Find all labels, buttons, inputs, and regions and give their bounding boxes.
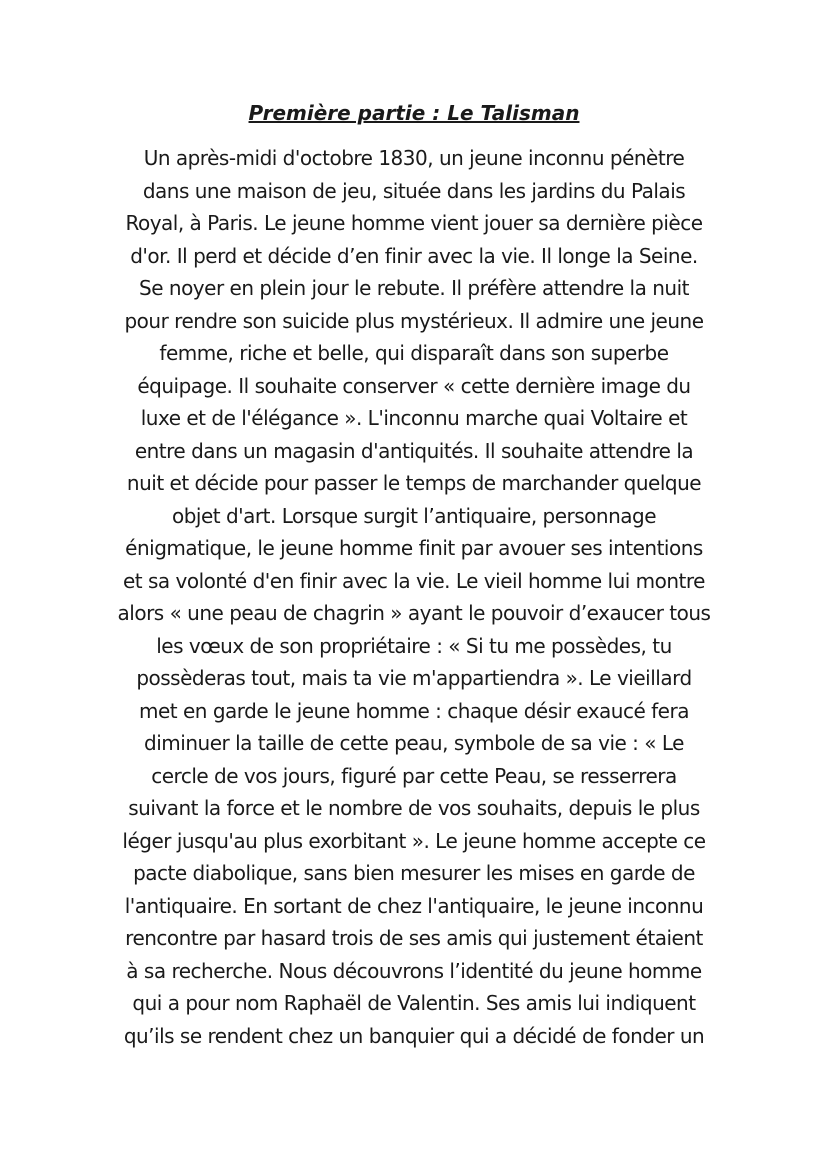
paragraph-line: l'antiquaire. En sortant de chez l'antiquaire, le jeune inconnu: [124, 893, 704, 918]
paragraph-line: les vœux de son propriétaire : « Si tu me possèdes, tu: [156, 633, 672, 658]
paragraph-line: entre dans un magasin d'antiquités. Il souhaite attendre la: [134, 438, 694, 463]
paragraph-line: dans une maison de jeu, située dans les jardins du Palais: [142, 178, 686, 203]
paragraph-line: qui a pour nom Raphaël de Valentin. Ses amis lui indiquent: [132, 991, 696, 1015]
body-paragraph: [80, 142, 748, 1052]
paragraph-line: qu’ils se rendent chez un banquier qui a décidé de fonder un: [123, 1023, 705, 1048]
paragraph-line: pour rendre son suicide plus mystérieux. Il admire une jeune: [124, 308, 704, 333]
paragraph-line: Royal, à Paris. Le jeune homme vient jouer sa dernière pièce: [125, 211, 703, 235]
paragraph-line: objet d'art. Lorsque surgit l’antiquaire, personnage: [171, 503, 657, 528]
paragraph-line: d'or. Il perd et décide d’en finir avec la vie. Il longe la Seine.: [130, 243, 698, 268]
paragraph-line: diminuer la taille de cette peau, symbole de sa vie : « Le: [144, 731, 684, 755]
paragraph-line: nuit et décide pour passer le temps de marchander quelque: [126, 471, 702, 495]
paragraph-line: cercle de vos jours, figuré par cette Peau, se resserrera: [151, 763, 677, 788]
paragraph-line: Se noyer en plein jour le rebute. Il préfère attendre la nuit: [139, 276, 689, 300]
paragraph-line: à sa recherche. Nous découvrons l’identité du jeune homme: [126, 958, 702, 983]
section-title: Première partie : Le Talisman: [248, 101, 580, 125]
paragraph-line: met en garde le jeune homme : chaque désir exaucé fera: [139, 698, 689, 723]
paragraph-line: équipage. Il souhaite conserver « cette dernière image du: [137, 373, 691, 398]
paragraph-line: rencontre par hasard trois de ses amis qui justement étaient: [125, 926, 703, 950]
paragraph-line: alors « une peau de chagrin » ayant le pouvoir d’exaucer tous: [117, 601, 711, 625]
paragraph-line: énigmatique, le jeune homme finit par avouer ses intentions: [125, 536, 703, 560]
paragraph-line: Un après-midi d'octobre 1830, un jeune inconnu pénètre: [143, 146, 685, 170]
paragraph-line: luxe et de l'élégance ». L'inconnu marche quai Voltaire et: [140, 406, 688, 430]
paragraph-line: suivant la force et le nombre de vos souhaits, depuis le plus: [128, 796, 700, 820]
paragraph-line: possèderas tout, mais ta vie m'appartiendra ». Le vieillard: [136, 666, 692, 690]
paragraph-line: léger jusqu'au plus exorbitant ». Le jeune homme accepte ce: [122, 828, 706, 853]
paragraph-line: femme, riche et belle, qui disparaît dans son superbe: [159, 341, 669, 365]
paragraph-line: et sa volonté d'en finir avec la vie. Le vieil homme lui montre: [123, 568, 705, 593]
paragraph-line: pacte diabolique, sans bien mesurer les mises en garde de: [133, 861, 695, 885]
